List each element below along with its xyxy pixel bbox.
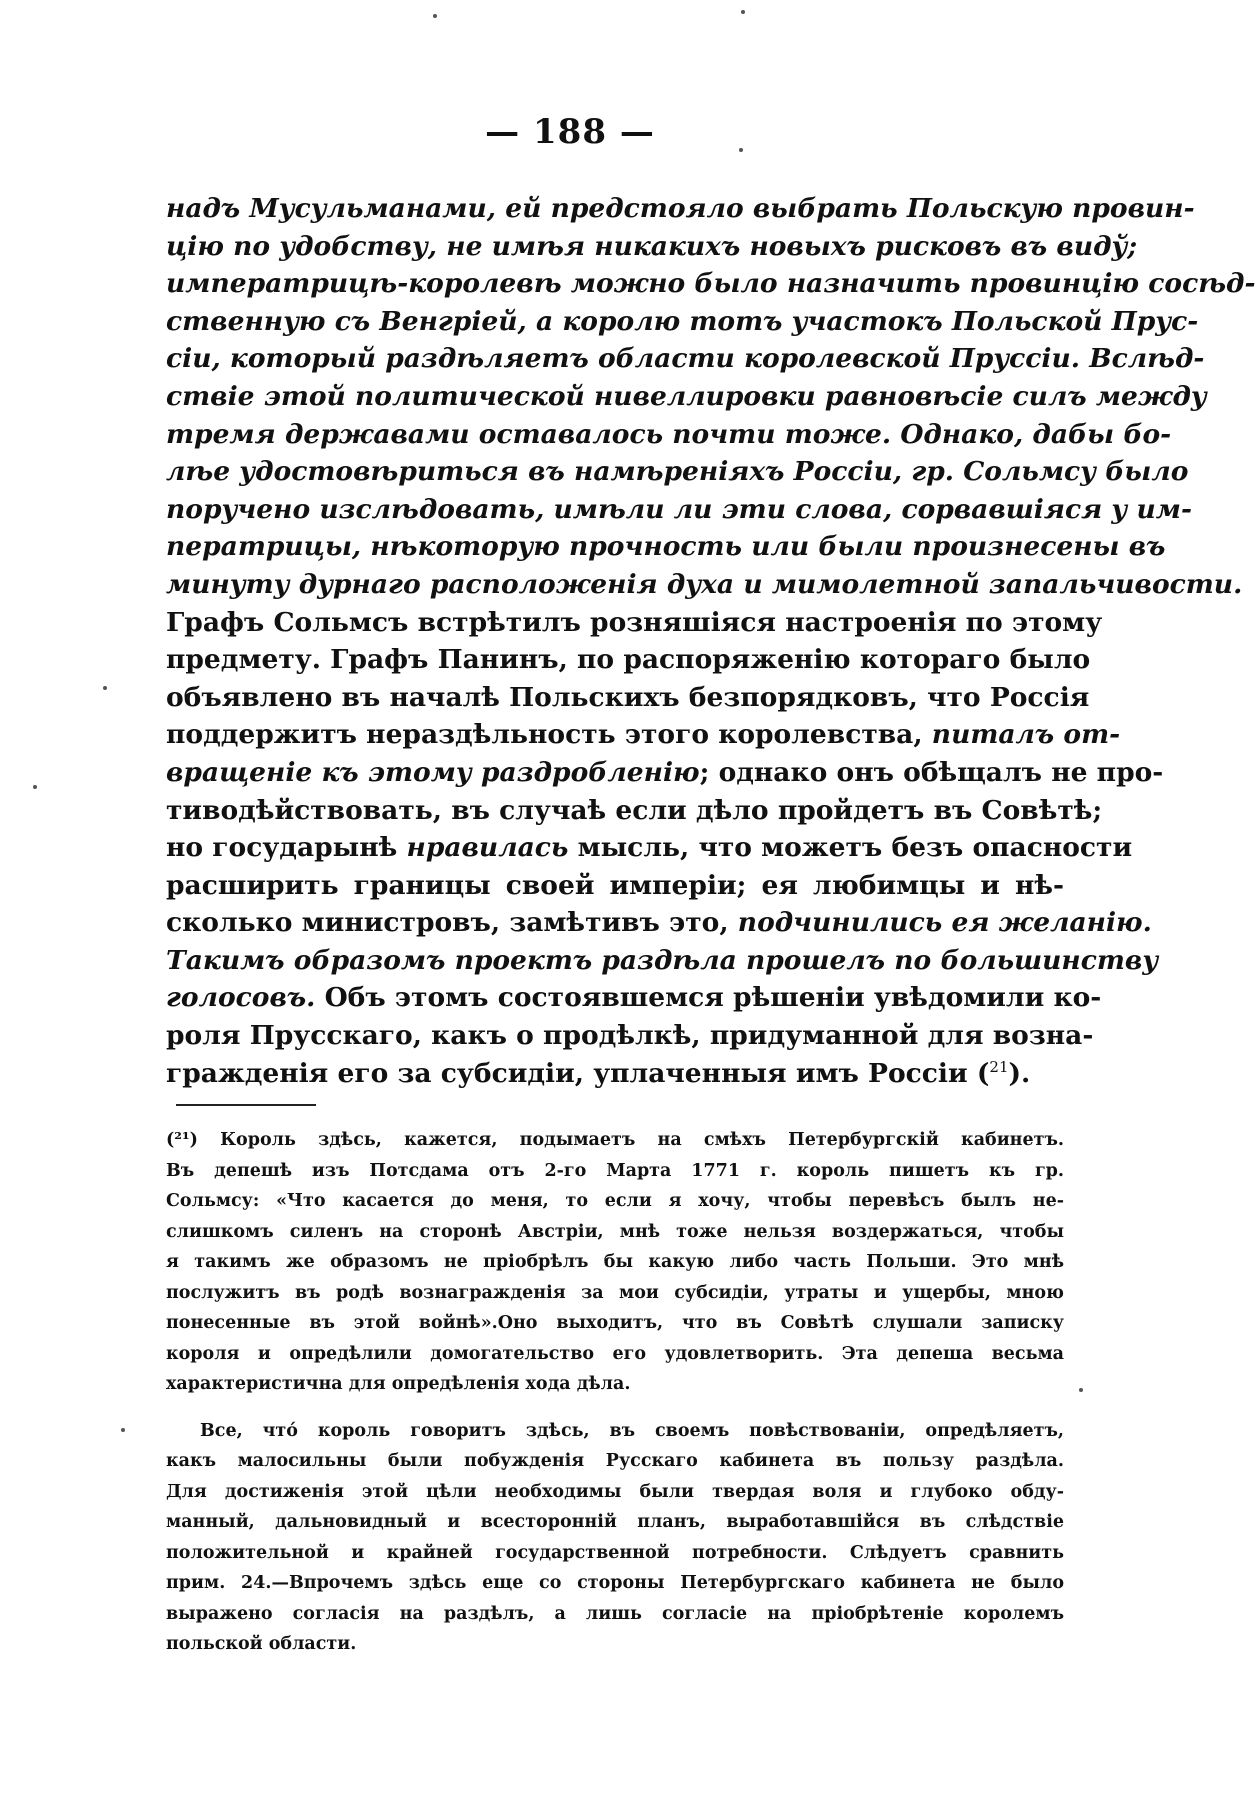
italic-text: лѣе удостовѣриться въ намѣреніяхъ Россіи, гр. Сольмсу было — [166, 456, 1189, 488]
text-line — [166, 867, 1064, 905]
text-line — [166, 566, 1243, 604]
roman-text: но государынѣ — [166, 832, 407, 864]
roman-text: гражденія его за субсидіи, уплаченныя имъ Россіи ( — [166, 1057, 990, 1089]
footnote-paragraph-1 — [166, 1125, 1064, 1400]
roman-text: тиводѣйствовать, въ случаѣ если дѣло пройдетъ въ Совѣтѣ; — [166, 794, 1103, 826]
text-line — [166, 416, 1172, 454]
footnote-line: я такимъ же образомъ не пріобрѣлъ бы какую либо часть Польши. Это мнѣ — [166, 1252, 1064, 1272]
roman-text: предмету. Графъ Панинъ, по распоряженію котораго было — [166, 644, 1091, 676]
text-line — [166, 716, 1121, 754]
italic-text: голосовъ. — [166, 982, 316, 1014]
footnote — [166, 1125, 1064, 1660]
roman-text: сколько министровъ, замѣтивъ это, — [166, 907, 738, 939]
italic-text: вращеніе къ этому раздробленію — [166, 756, 700, 788]
italic-text: нравилась — [406, 832, 569, 864]
text-line — [166, 1055, 1064, 1093]
text-line — [166, 491, 1192, 529]
footnote-line: слишкомъ силенъ на сторонѣ Австріи, мнѣ тоже нельзя воздержаться, чтобы — [166, 1221, 1064, 1242]
text-line — [166, 303, 1199, 341]
roman-text: объявлено въ началѣ Польскихъ безпорядковъ, что Россія — [166, 681, 1090, 713]
footnote-line: какъ малосильны были побужденія Русскаго кабинета въ пользу раздѣла. — [166, 1451, 1064, 1471]
roman-text: поддержитъ нераздѣльность этого королевства, — [166, 719, 932, 751]
footnote-line: понесенные въ этой войнѣ».Оно выходитъ, что въ Совѣтѣ слушали записку — [166, 1313, 1064, 1333]
footnote-line: характеристична для опредѣленія хода дѣла. — [166, 1374, 631, 1394]
italic-text: питалъ от- — [931, 719, 1121, 751]
page-number: — 188 — — [485, 112, 655, 152]
footnote-line: положительной и крайней государственной потребности. Слѣдуетъ сравнить — [166, 1542, 1064, 1563]
italic-text: императрицѣ-королевѣ можно было назначить провинцію сосѣд- — [166, 268, 1255, 300]
text-line — [166, 829, 1133, 867]
italic-text: сіи, который раздѣляетъ области королевской Пруссіи. Вслѣд- — [166, 343, 1205, 375]
roman-text: расширить границы своей имперіи; ея любимцы и нѣ- — [166, 869, 1064, 901]
text-line — [166, 265, 1255, 303]
roman-text: ; однако онъ обѣщалъ не про- — [699, 756, 1164, 788]
roman-text: Графъ Сольмсъ встрѣтилъ розняшіяся настроенія по этому — [166, 606, 1103, 638]
footnote-line: манный, дальновидный и всесторонній планъ, выработавшійся въ слѣдствіе — [166, 1512, 1064, 1532]
text-line — [166, 190, 1195, 228]
scan-speck — [741, 10, 745, 14]
text-line — [166, 453, 1189, 491]
footnote-gap — [166, 1400, 1064, 1416]
italic-text: Такимъ образомъ проектъ раздѣла прошелъ по большинству — [166, 944, 1159, 976]
text-line — [166, 904, 1152, 942]
footnote-line: Сольмсу: «Что касается до меня, то если я хочу, чтобы перевѣсъ былъ не- — [166, 1191, 1064, 1211]
footnote-paragraph-2 — [166, 1416, 1064, 1660]
roman-text: мысль, что можетъ безъ опасности — [568, 832, 1133, 864]
footnote-line: короля и опредѣлили домогательство его удовлетворить. Эта депеша весьма — [166, 1343, 1064, 1364]
italic-text: ствіе этой политической нивеллировки равновѣсіе силъ между — [166, 380, 1207, 412]
text-line — [166, 228, 1138, 266]
italic-text: поручено изслѣдовать, имѣли ли эти слова, сорвавшіяся у им- — [166, 493, 1192, 525]
footnote-line: прим. 24.—Впрочемъ здѣсь еще со стороны Петербургскаго кабинета не было — [166, 1573, 1064, 1593]
scan-speck — [739, 148, 743, 152]
text-line — [166, 604, 1103, 642]
text-line — [166, 979, 1102, 1017]
italic-text: ственную съ Венгріей, а королю тотъ участокъ Польской Прус- — [166, 305, 1199, 337]
footnote-line: Все, чтó король говоритъ здѣсь, въ своемъ повѣствованіи, опредѣляетъ, — [200, 1420, 1064, 1441]
text-line — [166, 942, 1159, 980]
scan-speck — [33, 785, 37, 789]
text-line — [166, 754, 1164, 792]
text-line — [166, 528, 1166, 566]
text-line — [166, 679, 1090, 717]
footnote-line: выражено согласія на раздѣлъ, а лишь согласіе на пріобрѣтеніе королемъ — [166, 1603, 1064, 1624]
scan-speck — [121, 1428, 125, 1432]
footnote-reference: 21 — [989, 1057, 1009, 1076]
italic-text: тремя державами оставалось почти тоже. Однако, дабы бо- — [166, 418, 1172, 450]
italic-text: надъ Мусульманами, ей предстояло выбрать Польскую провин- — [166, 193, 1195, 224]
scan-speck — [433, 14, 437, 18]
scan-speck — [1079, 1388, 1083, 1392]
italic-text: подчинились ея желанію. — [737, 907, 1152, 939]
scan-speck — [103, 686, 107, 690]
text-line — [166, 378, 1207, 416]
roman-text: Объ этомъ состоявшемся рѣшеніи увѣдомили ко- — [315, 982, 1102, 1014]
italic-text: минуту дурнаго расположенія духа и мимолетной запальчивости. — [166, 568, 1243, 600]
roman-text: роля Прусскаго, какъ о продѣлкѣ, придуманной для возна- — [166, 1020, 1094, 1052]
text-line — [166, 641, 1091, 679]
footnote-line: польской области. — [166, 1634, 357, 1654]
text-line — [166, 340, 1205, 378]
roman-text: ). — [1008, 1057, 1031, 1089]
footnote-line: послужитъ въ родѣ вознагражденія за мои субсидіи, утраты и ущербы, мною — [166, 1282, 1064, 1303]
text-line — [166, 792, 1103, 830]
italic-text: цію по удобству, не имѣя никакихъ новыхъ рисковъ въ видў; — [166, 230, 1138, 262]
footnote-line: (²¹) Король здѣсь, кажется, подымаетъ на смѣхъ Петербургскій кабинетъ. — [166, 1130, 1064, 1150]
footnote-line: Для достиженія этой цѣли необходимы были твердая воля и глубоко обду- — [166, 1481, 1064, 1502]
footnote-line: Въ депешѣ изъ Потсдама отъ 2-го Марта 1771 г. король пишетъ къ гр. — [166, 1160, 1064, 1181]
footnote-separator — [176, 1104, 316, 1106]
text-line — [166, 1017, 1094, 1055]
italic-text: ператрицы, нѣкоторую прочность или были произнесены въ — [166, 531, 1166, 563]
main-text — [166, 190, 1255, 1092]
